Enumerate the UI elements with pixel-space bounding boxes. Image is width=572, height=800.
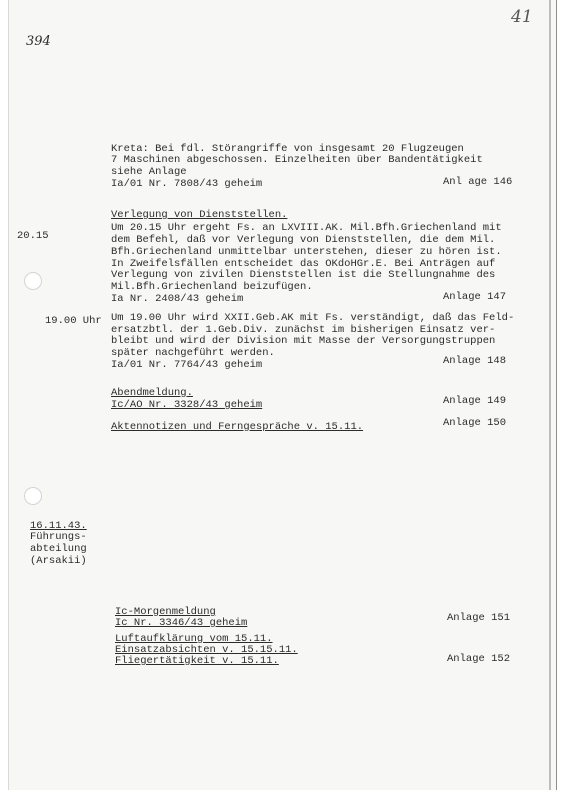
kreta-line-2: 7 Maschinen abgeschossen. Einzelheiten über Bandentätigkeit [111,154,483,166]
kreta-line-3: siehe Anlage [111,166,187,178]
xxii-time: 19.00 Uhr [45,315,102,327]
xxii-line-3: bleibt und wird der Division mit Masse der Versorgungstruppen [111,335,496,347]
punch-hole-lower [24,487,42,505]
verlegung-heading: Verlegung von Dienststellen. [111,209,288,221]
aktennotizen-heading: Aktennotizen und Ferngespräche v. 15.11. [111,421,364,433]
xxii-reference: Ia/01 Nr. 7764/43 geheim [111,359,263,371]
verlegung-reference: Ia Nr. 2408/43 geheim [111,293,244,305]
xxii-line-2: ersatzbtl. der 1.Geb.Div. zunächst im bisherigen Einsatz ver- [111,324,496,336]
verlegung-line-1: Um 20.15 Uhr ergeht Fs. an LXVIII.AK. Mil.Bfh.Griechenland mit [111,222,502,234]
xxii-line-4: später nachgeführt werden. [111,347,275,359]
date-block-line-1: Führungs- [30,531,87,543]
luft-line-3: Fliegertätigkeit v. 15.11. [115,655,279,667]
xxii-annex: Anlage 148 [443,355,507,367]
abendmeldung-annex: Anlage 149 [443,395,507,407]
verlegung-line-3: Bfh.Griechenland unmittelbar unterstehen, dieser zu hören ist. [111,246,502,258]
punch-hole-upper [24,272,42,290]
luft-line-2: Einsatzabsichten v. 15.15.11. [115,644,298,656]
abendmeldung-heading: Abendmeldung. [111,387,193,399]
luft-line-1: Luftaufklärung vom 15.11. [115,633,273,645]
morgenmeldung-reference: Ic Nr. 3346/43 geheim [115,617,248,629]
page-edge [549,0,551,790]
luft-annex: Anlage 152 [447,653,511,665]
xxii-line-1: Um 19.00 Uhr wird XXII.Geb.AK mit Fs. verständigt, daß das Feld- [111,312,515,324]
kreta-reference: Ia/01 Nr. 7808/43 geheim [111,178,263,190]
verlegung-time: 20.15 [17,230,49,242]
verlegung-line-6: Mil.Bfh.Griechenland beizufügen. [111,281,313,293]
verlegung-annex: Anlage 147 [443,291,507,303]
morgenmeldung-annex: Anlage 151 [447,612,511,624]
page-edge-line [556,0,557,790]
stamp-number: 41 [511,7,533,27]
page-number: 394 [26,34,51,49]
date-block-line-2: abteilung [30,543,87,555]
verlegung-line-4: In Zweifelsfällen entscheidet das OKdoHGr.E. Bei Anträgen auf [111,258,496,270]
date-block-line-3: (Arsakii) [30,555,87,567]
abendmeldung-reference: Ic/AO Nr. 3328/43 geheim [111,399,263,411]
date-entry: 16.11.43. [30,520,87,532]
verlegung-line-2: dem Befehl, daß vor Verlegung von Dienststellen, die dem Mil. [111,234,496,246]
kreta-line-1: Kreta: Bei fdl. Störangriffe von insgesamt 20 Flugzeugen [111,143,464,155]
kreta-annex: Anl age 146 [443,176,513,188]
morgenmeldung-heading: Ic-Morgenmeldung [115,606,216,618]
aktennotizen-annex: Anlage 150 [443,417,507,429]
verlegung-line-5: Verlegung von zivilen Dienststellen ist die Stellungnahme des [111,269,496,281]
